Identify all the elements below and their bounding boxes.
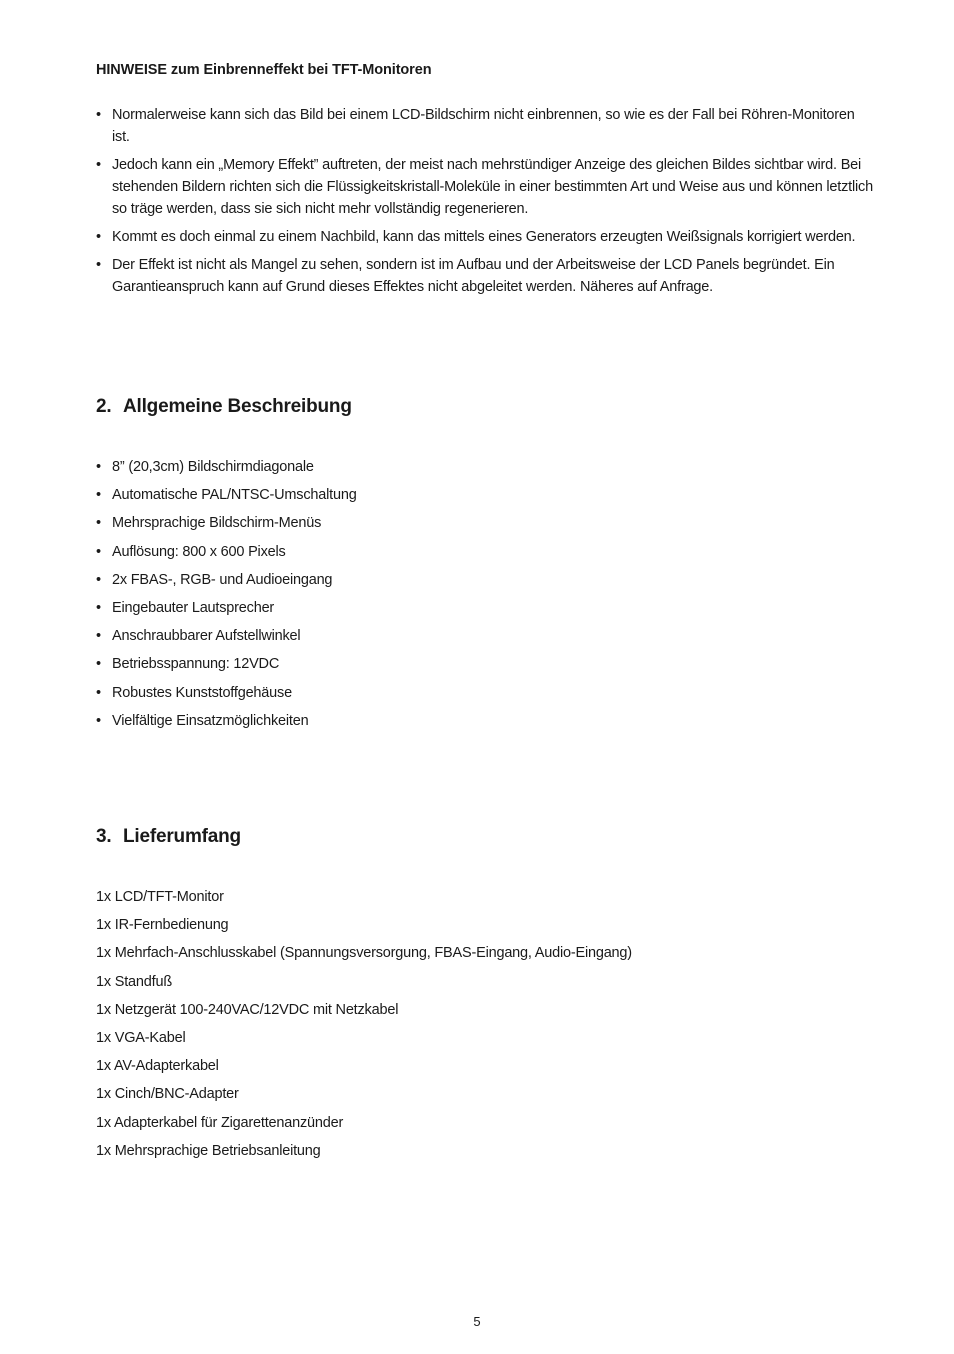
list-item: 1x AV-Adapterkabel (96, 1058, 219, 1075)
list-item: • Vielfältige Einsatzmöglichkeiten (96, 710, 357, 738)
section-number: 2. (96, 396, 112, 417)
list-item: • Automatische PAL/NTSC-Umschaltung (96, 484, 357, 512)
list-item: • Auflösung: 800 x 600 Pixels (96, 541, 357, 569)
list-item: • Der Effekt ist nicht als Mangel zu sehen, sondern ist im Aufbau und der Arbeitsweise der LCD Panels begründet. Ein Garantieanspruch kann auf Grund dieses Effektes nicht abgeleitet werden. Näheres auf Anfrage. (96, 254, 876, 298)
section-heading-general-description (96, 396, 352, 418)
list-item: 1x Mehrsprachige Betriebsanleitung (96, 1142, 321, 1159)
list-item: 1x IR-Fernbedienung (96, 917, 229, 934)
list-item: 1x LCD/TFT-Monitor (96, 889, 224, 905)
list-item: • Robustes Kunststoffgehäuse (96, 682, 357, 710)
section-number: 3. (96, 826, 112, 847)
section-title: Lieferumfang (123, 826, 241, 847)
list-item: • 8” (20,3cm) Bildschirmdiagonale (96, 456, 357, 484)
list-item: • Jedoch kann ein „Memory Effekt” auftreten, der meist nach mehrstündiger Anzeige des gleichen Bildes sichtbar wird. Bei stehenden Bildern richten sich die Flüssigkeitskristall-Moleküle in einer bestimmten Art und Weise aus und können letztlich so träge werden, dass sie sich nicht mehr vollständig regenerieren. (96, 154, 876, 220)
list-item: 1x Netzgerät 100-240VAC/12VDC mit Netzkabel (96, 1001, 399, 1018)
section-title: Allgemeine Beschreibung (123, 396, 352, 417)
page-number: 5 (473, 1314, 481, 1329)
section-heading-scope-of-delivery (96, 826, 241, 848)
list-item: • Anschraubbarer Aufstellwinkel (96, 625, 357, 653)
list-item: 1x Standfuß (96, 973, 172, 990)
notice-list (96, 104, 876, 304)
list-item: 1x Adapterkabel für Zigarettenanzünder (96, 1114, 344, 1131)
list-item: 1x VGA-Kabel (96, 1029, 186, 1046)
list-item: 1x Mehrfach-Anschlusskabel (Spannungsversorgung, FBAS-Eingang, Audio-Eingang) (96, 945, 632, 962)
delivery-contents-list (96, 886, 632, 1168)
notice-heading: HINWEISE zum Einbrenneffekt bei TFT-Monitoren (96, 62, 432, 78)
list-item: • 2x FBAS-, RGB- und Audioeingang (96, 569, 357, 597)
list-item: • Betriebsspannung: 12VDC (96, 653, 357, 681)
list-item: • Kommt es doch einmal zu einem Nachbild, kann das mittels eines Generators erzeugten Weißsignals korrigiert werden. (96, 226, 876, 248)
feature-list (96, 456, 357, 738)
list-item: 1x Cinch/BNC-Adapter (96, 1086, 239, 1103)
list-item: • Mehrsprachige Bildschirm-Menüs (96, 512, 357, 540)
list-item: • Normalerweise kann sich das Bild bei einem LCD-Bildschirm nicht einbrennen, so wie es der Fall bei Röhren-Monitoren ist. (96, 104, 876, 148)
list-item: • Eingebauter Lautsprecher (96, 597, 357, 625)
